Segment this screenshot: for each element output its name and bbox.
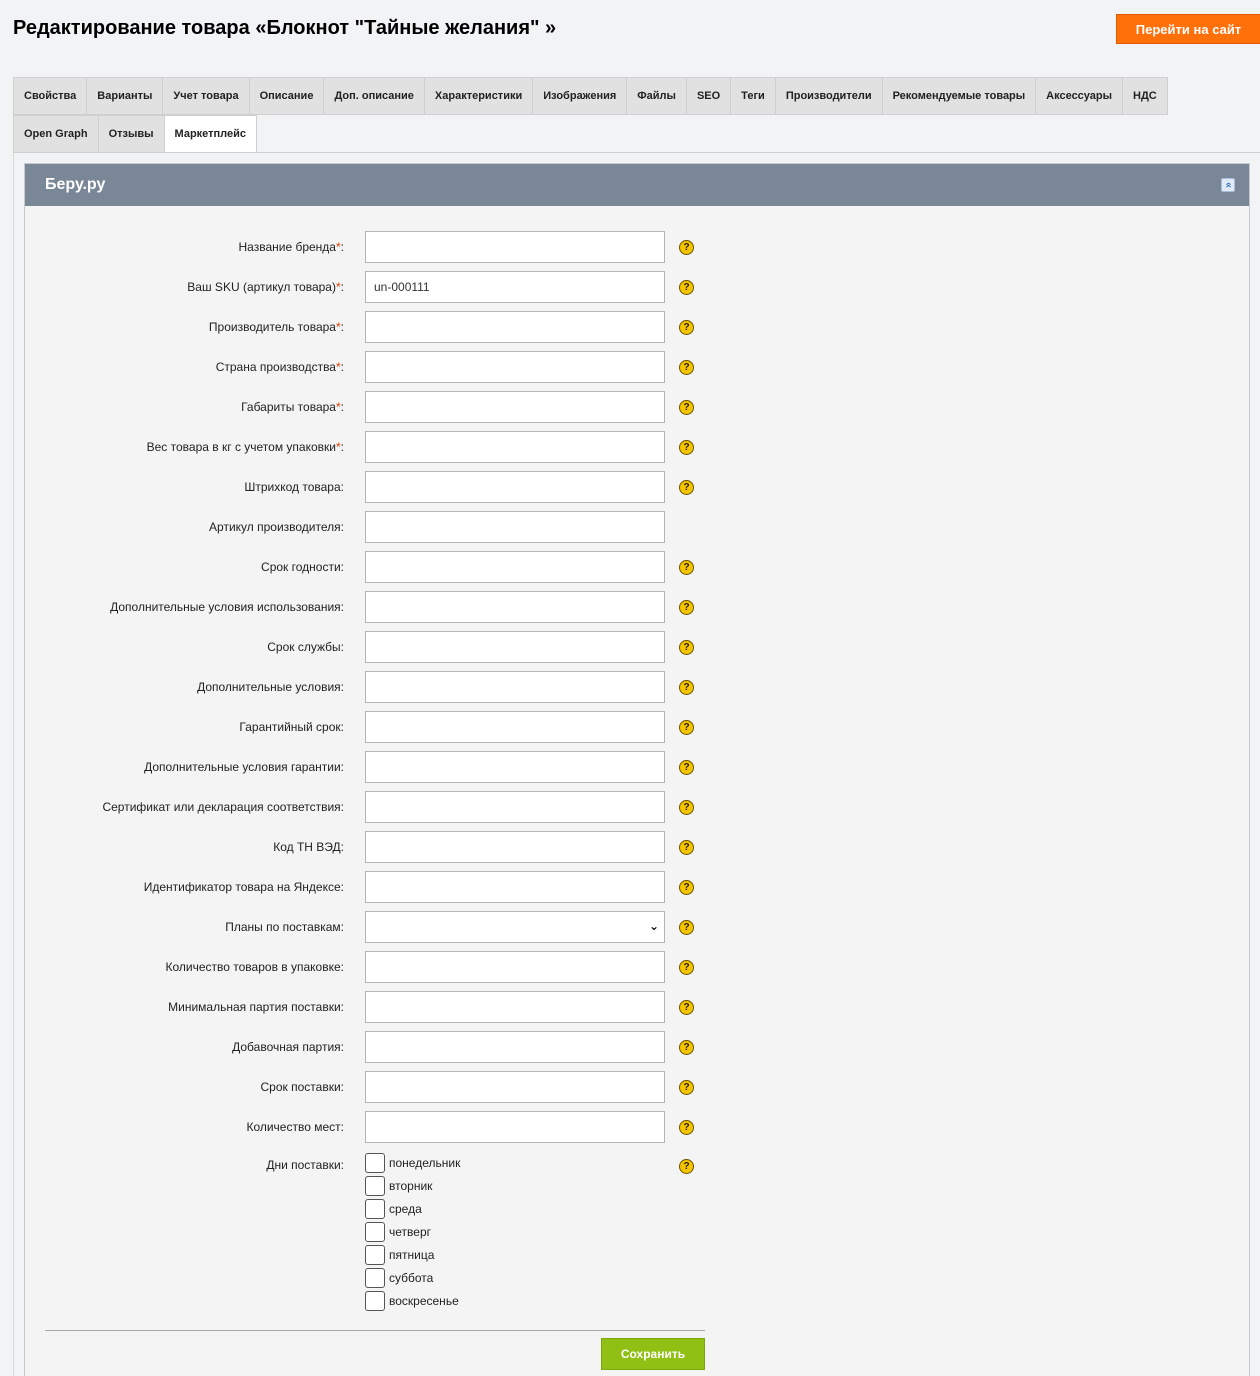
tab-row1-1[interactable]: Варианты <box>87 77 163 115</box>
field-label-text: Дополнительные условия гарантии <box>144 760 341 774</box>
field-container <box>365 671 665 703</box>
help-icon[interactable]: ? <box>679 960 694 975</box>
tab-row1-11[interactable]: Рекомендуемые товары <box>883 77 1037 115</box>
help-icon[interactable]: ? <box>679 480 694 495</box>
field-container <box>365 711 665 743</box>
field-container <box>365 1031 665 1063</box>
field-label-text: Срок службы <box>267 640 341 654</box>
form-row <box>25 947 1249 987</box>
field-label-text: Вес товара в кг с учетом упаковки <box>146 440 336 454</box>
field-label-text: Штрихкод товара <box>244 480 341 494</box>
text-input[interactable] <box>365 751 665 783</box>
text-input[interactable] <box>365 791 665 823</box>
help-icon[interactable]: ? <box>679 320 694 335</box>
help-icon[interactable]: ? <box>679 280 694 295</box>
form-row <box>25 387 1249 427</box>
field-label: Гарантийный срок: <box>239 720 344 734</box>
field-container <box>365 271 665 303</box>
text-input[interactable] <box>365 671 665 703</box>
field-label-text: Планы по поставкам <box>225 920 341 934</box>
day-checkbox[interactable] <box>365 1153 385 1173</box>
field-container <box>365 831 665 863</box>
help-icon[interactable]: ? <box>679 680 694 695</box>
field-container <box>365 791 665 823</box>
tab-row1-0[interactable]: Свойства <box>13 77 87 115</box>
collapse-icon[interactable] <box>1221 178 1235 192</box>
field-label-text: Гарантийный срок <box>239 720 341 734</box>
text-input[interactable] <box>365 231 665 263</box>
text-input[interactable] <box>365 591 665 623</box>
field-label-text: Срок поставки <box>260 1080 341 1094</box>
tab-row1-5[interactable]: Характеристики <box>425 77 533 115</box>
required-mark: * <box>335 280 341 294</box>
field-label: Идентификатор товара на Яндексе: <box>143 880 344 894</box>
field-label: Количество товаров в упаковке: <box>165 960 344 974</box>
day-option[interactable] <box>365 1243 665 1266</box>
day-option[interactable] <box>365 1266 665 1289</box>
required-mark: * <box>335 440 341 454</box>
field-label-text: Название бренда <box>238 240 336 254</box>
field-label: Габариты товара*: <box>241 400 344 414</box>
field-label: Дополнительные условия: <box>197 680 344 694</box>
help-icon[interactable]: ? <box>679 1159 694 1174</box>
form-row <box>25 267 1249 307</box>
tab-row <box>13 115 1260 153</box>
field-label: Срок годности: <box>261 560 344 574</box>
tab-row2-0[interactable]: Open Graph <box>13 115 99 153</box>
required-mark: * <box>335 400 341 414</box>
field-label: Вес товара в кг с учетом упаковки*: <box>146 440 344 454</box>
required-mark: * <box>335 240 341 254</box>
form-row <box>25 1107 1249 1147</box>
field-label-text: Добавочная партия <box>232 1040 341 1054</box>
select-wrap <box>365 911 665 943</box>
text-input[interactable] <box>365 271 665 303</box>
field-container <box>365 591 665 623</box>
form-row <box>25 467 1249 507</box>
field-label-text: Дополнительные условия <box>197 680 341 694</box>
tab-row1-3[interactable]: Описание <box>250 77 325 115</box>
tab-row1-6[interactable]: Изображения <box>533 77 627 115</box>
field-container <box>365 551 665 583</box>
day-option[interactable] <box>365 1151 665 1174</box>
form-row <box>25 867 1249 907</box>
field-label: Сертификат или декларация соответствия: <box>102 800 344 814</box>
text-input[interactable] <box>365 431 665 463</box>
field-label-text: Сертификат или декларация соответствия <box>102 800 341 814</box>
supply-plans-select[interactable] <box>365 911 665 943</box>
text-input[interactable] <box>365 471 665 503</box>
form-row <box>25 1027 1249 1067</box>
text-input[interactable] <box>365 311 665 343</box>
text-input[interactable] <box>365 1071 665 1103</box>
field-label-text: Артикул производителя <box>209 520 341 534</box>
tab-row1-2[interactable]: Учет товара <box>163 77 249 115</box>
tab-row1-13[interactable]: НДС <box>1123 77 1168 115</box>
field-container <box>365 1111 665 1143</box>
day-checkbox[interactable] <box>365 1176 385 1196</box>
field-label-text: Дни поставки <box>266 1158 341 1172</box>
field-label: Планы по поставкам: <box>225 920 344 934</box>
field-label: Минимальная партия поставки: <box>168 1000 344 1014</box>
help-icon[interactable]: ? <box>679 440 694 455</box>
day-label: суббота <box>389 1270 434 1285</box>
field-label-text: Срок годности <box>261 560 341 574</box>
required-mark: * <box>335 360 341 374</box>
help-icon[interactable]: ? <box>679 400 694 415</box>
field-label-text: Страна производства <box>215 360 336 374</box>
help-icon[interactable]: ? <box>679 1120 694 1135</box>
beru-form <box>25 227 1249 1312</box>
form-row <box>25 787 1249 827</box>
field-label-text: Производитель товара <box>208 320 336 334</box>
help-icon[interactable]: ? <box>679 240 694 255</box>
day-option[interactable] <box>365 1220 665 1243</box>
text-input[interactable] <box>365 831 665 863</box>
day-label: вторник <box>389 1178 433 1193</box>
day-label: четверг <box>389 1224 431 1239</box>
field-label: Срок службы: <box>267 640 344 654</box>
form-row <box>25 907 1249 947</box>
day-checkbox[interactable] <box>365 1268 385 1288</box>
text-input[interactable] <box>365 391 665 423</box>
field-container <box>365 751 665 783</box>
help-icon[interactable]: ? <box>679 1080 694 1095</box>
tab-row1-12[interactable]: Аксессуары <box>1036 77 1123 115</box>
text-input[interactable] <box>365 631 665 663</box>
field-label: Страна производства*: <box>215 360 344 374</box>
field-container <box>365 311 665 343</box>
form-row <box>25 827 1249 867</box>
delivery-days-list <box>365 1151 665 1312</box>
help-icon[interactable]: ? <box>679 800 694 815</box>
text-input[interactable] <box>365 551 665 583</box>
text-input[interactable] <box>365 991 665 1023</box>
help-icon[interactable]: ? <box>679 1040 694 1055</box>
text-input[interactable] <box>365 511 665 543</box>
tab-row1-9[interactable]: Теги <box>731 77 776 115</box>
tab-row2-1[interactable]: Отзывы <box>99 115 165 153</box>
field-label-text: Количество мест <box>246 1120 341 1134</box>
collapse-glyph: « <box>1223 182 1234 188</box>
help-icon[interactable]: ? <box>679 920 694 935</box>
day-option[interactable] <box>365 1289 665 1312</box>
help-icon[interactable]: ? <box>679 640 694 655</box>
chevron-down-icon: ⌄ <box>648 919 659 933</box>
delivery-days-row <box>25 1151 1249 1312</box>
text-input[interactable] <box>365 951 665 983</box>
form-divider <box>45 1330 705 1331</box>
form-row <box>25 1067 1249 1107</box>
text-input[interactable] <box>365 871 665 903</box>
day-checkbox[interactable] <box>365 1199 385 1219</box>
field-label: Код ТН ВЭД: <box>273 840 344 854</box>
field-label-text: Ваш SKU (артикул товара) <box>187 280 336 294</box>
field-label-text: Количество товаров в упаковке <box>165 960 341 974</box>
save-button[interactable]: Сохранить <box>601 1338 705 1370</box>
tabs <box>13 77 1260 153</box>
form-row <box>25 507 1249 547</box>
tab-row1-7[interactable]: Файлы <box>627 77 687 115</box>
field-label: Штрихкод товара: <box>244 480 344 494</box>
form-row <box>25 987 1249 1027</box>
marketplace-panel <box>24 163 1250 1376</box>
text-input[interactable] <box>365 1031 665 1063</box>
help-icon[interactable]: ? <box>679 560 694 575</box>
field-label: Срок поставки: <box>260 1080 344 1094</box>
form-row <box>25 747 1249 787</box>
panel-header <box>25 164 1249 206</box>
text-input[interactable] <box>365 351 665 383</box>
help-icon[interactable]: ? <box>679 360 694 375</box>
help-icon[interactable]: ? <box>679 880 694 895</box>
field-container <box>365 871 665 903</box>
tab-row1-8[interactable]: SEO <box>687 77 731 115</box>
field-container <box>365 431 665 463</box>
day-checkbox[interactable] <box>365 1245 385 1265</box>
form-row <box>25 707 1249 747</box>
field-container <box>365 231 665 263</box>
tab-row2-2[interactable]: Маркетплейс <box>165 115 257 153</box>
form-row <box>25 627 1249 667</box>
go-to-site-button[interactable]: Перейти на сайт <box>1116 14 1260 44</box>
help-icon[interactable]: ? <box>679 600 694 615</box>
field-label: Производитель товара*: <box>208 320 344 334</box>
field-label: Добавочная партия: <box>232 1040 344 1054</box>
field-label: Дополнительные условия использования: <box>110 600 344 614</box>
field-container <box>365 631 665 663</box>
field-label-text: Идентификатор товара на Яндексе <box>143 880 341 894</box>
text-input[interactable] <box>365 711 665 743</box>
field-label: Ваш SKU (артикул товара)*: <box>187 280 344 294</box>
field-container <box>365 351 665 383</box>
help-icon[interactable]: ? <box>679 1000 694 1015</box>
day-label: среда <box>389 1201 422 1216</box>
field-container <box>365 911 665 943</box>
field-label-text: Габариты товара <box>241 400 336 414</box>
form-row <box>25 667 1249 707</box>
form-row <box>25 307 1249 347</box>
field-container <box>365 511 665 543</box>
day-option[interactable] <box>365 1197 665 1220</box>
field-label: Количество мест: <box>246 1120 344 1134</box>
form-row <box>25 347 1249 387</box>
help-icon[interactable]: ? <box>679 760 694 775</box>
help-icon[interactable]: ? <box>679 840 694 855</box>
day-label: пятница <box>389 1247 435 1262</box>
field-label-text: Дополнительные условия использования <box>110 600 341 614</box>
field-container <box>365 991 665 1023</box>
field-container <box>365 951 665 983</box>
field-label: Дни поставки: <box>266 1158 344 1172</box>
form-row <box>25 227 1249 267</box>
day-option[interactable] <box>365 1174 665 1197</box>
tab-row1-10[interactable]: Производители <box>776 77 883 115</box>
form-row <box>25 427 1249 467</box>
field-container <box>365 471 665 503</box>
field-label: Артикул производителя: <box>209 520 344 534</box>
field-label: Название бренда*: <box>238 240 344 254</box>
day-label: воскресенье <box>389 1293 459 1308</box>
day-label: понедельник <box>389 1155 461 1170</box>
tab-row <box>13 77 1260 115</box>
field-container <box>365 391 665 423</box>
field-label: Дополнительные условия гарантии: <box>144 760 344 774</box>
page-title: Редактирование товара «Блокнот "Тайные желания" » <box>13 17 557 39</box>
text-input[interactable] <box>365 1111 665 1143</box>
day-checkbox[interactable] <box>365 1222 385 1242</box>
field-label-text: Минимальная партия поставки <box>168 1000 341 1014</box>
help-icon[interactable]: ? <box>679 720 694 735</box>
panel-title: Беру.ру <box>45 176 106 193</box>
field-label-text: Код ТН ВЭД <box>273 840 341 854</box>
tab-row1-4[interactable]: Доп. описание <box>324 77 424 115</box>
form-row <box>25 587 1249 627</box>
required-mark: * <box>335 320 341 334</box>
field-container <box>365 1071 665 1103</box>
form-row <box>25 547 1249 587</box>
day-checkbox[interactable] <box>365 1291 385 1311</box>
